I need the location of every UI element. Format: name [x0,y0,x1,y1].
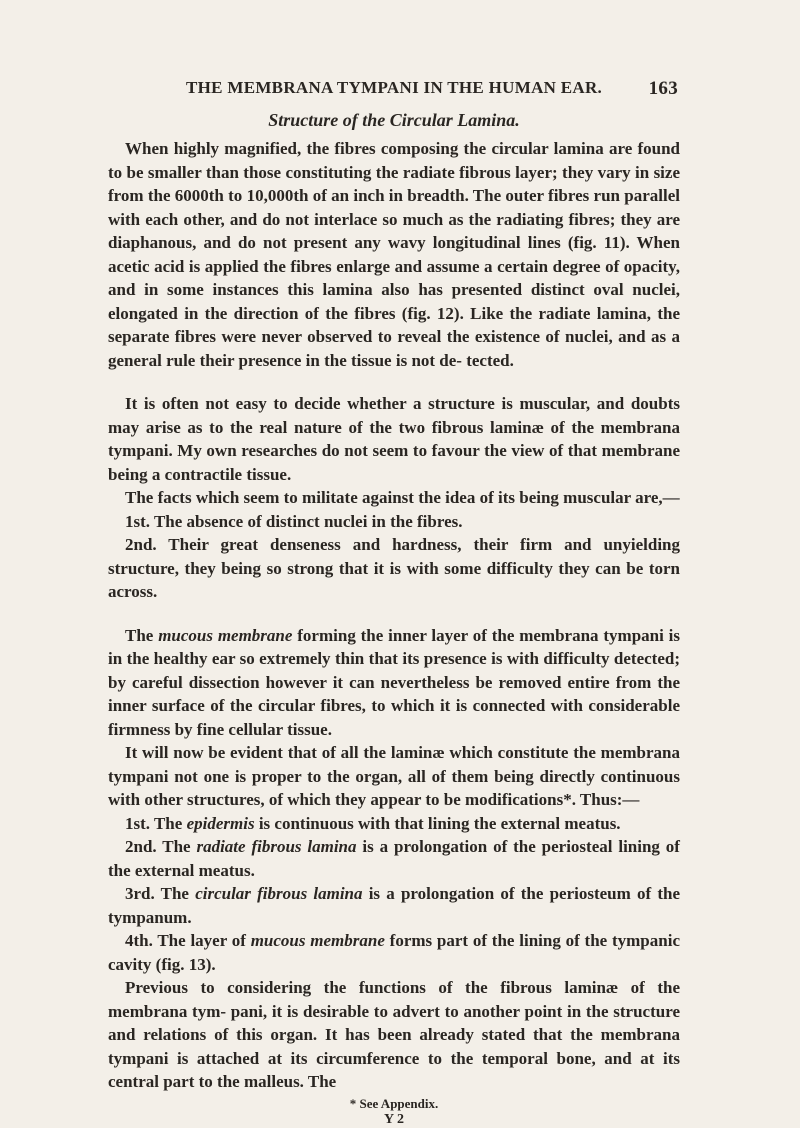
emphasis: mucous membrane [158,625,293,645]
emphasis: mucous membrane [250,931,385,950]
text: 1st. The [125,813,187,833]
emphasis: epidermis [186,813,255,833]
text: forms part of the lining of the tympanic cavity (fig. 13). [108,931,680,974]
page-body [108,110,680,1128]
paragraph: The facts which seem to militate against the idea of its being muscular are,— [125,488,680,507]
text: is a prolongation of the periosteal lining of the external meatus. [108,837,680,880]
list-item [108,882,680,929]
text: is a prolongation of the periosteum of the tympanum. [108,884,680,927]
text: is continuous with that lining the external meatus. [254,813,621,833]
paragraph: Previous to considering the functions of the fibrous laminæ of the membrana tym- pani, it is desirable to advert to another point in the structure and relations of this organ. It has been already stated that the membrana tympani is attached at its circumference to the temporal bone, and at its central part to the malleus. The [108,978,680,1091]
emphasis: circular fibrous lamina [195,884,363,903]
paragraph: It will now be evident that of all the laminæ which constitute the membrana tympani not one is proper to the organ, all of them being directly continuous with other structures, of which they appear to be modifications*. Thus:— [108,743,680,809]
text: 4th. The layer of [125,931,251,950]
emphasis: radiate fibrous lamina [196,837,357,856]
text: 2nd. The [125,837,197,856]
paragraph [108,624,680,742]
text: The [125,625,159,645]
list-item [108,835,680,882]
text: 3rd. The [125,884,196,903]
text: forming the inner layer of the membrana tympani is in the healthy ear so extremely thin that its presence is with difficulty detected; by careful dissection however it can nevertheless be removed entire from the inner surface of the circular fibres, to which it is connected with considerable firmness by fine cellular tissue. [108,625,681,739]
list-item [108,929,680,976]
page-number: 163 [648,78,678,99]
running-title: THE MEMBRANA TYMPANI IN THE HUMAN EAR. [186,78,603,97]
paragraph: It is often not easy to decide whether a structure is muscular, and doubts may arise as to the real nature of the two fibrous laminæ of the membrana tympani. My own researches do not seem to favour the view of that membrane being a contractile tissue. [108,394,680,484]
list-item: 2nd. Their great denseness and hardness, their firm and unyielding structure, they being so strong that it is with some difficulty they can be torn across. [108,535,680,601]
section-heading: Structure of the Circular Lamina. [268,110,520,130]
footnote: * See Appendix. [349,1095,439,1111]
list-item [108,812,680,836]
paragraph: When highly magnified, the fibres composing the circular lamina are found to be smaller than those constituting the radiate fibrous layer; they vary in size from the 6000th to 10,000th of an inch in breadth. The outer fibres run parallel with each other, and do not interlace so much as the radiating fibres; they are diaphanous, and do not present any wavy longitudinal lines (fig. 11). When acetic acid is applied the fibres enlarge and assume a certain degree of opacity, and in some instances this lamina also has presented distinct oval nuclei, elongated in the direction of the fibres (fig. 12). Like the radiate lamina, the separate fibres were never observed to reveal the existence of nuclei, and as a general rule their presence in the tissue is not de- tected. [108,139,680,370]
list-item: 1st. The absence of distinct nuclei in the fibres. [125,511,463,531]
signature-mark: Y 2 [383,1111,405,1127]
